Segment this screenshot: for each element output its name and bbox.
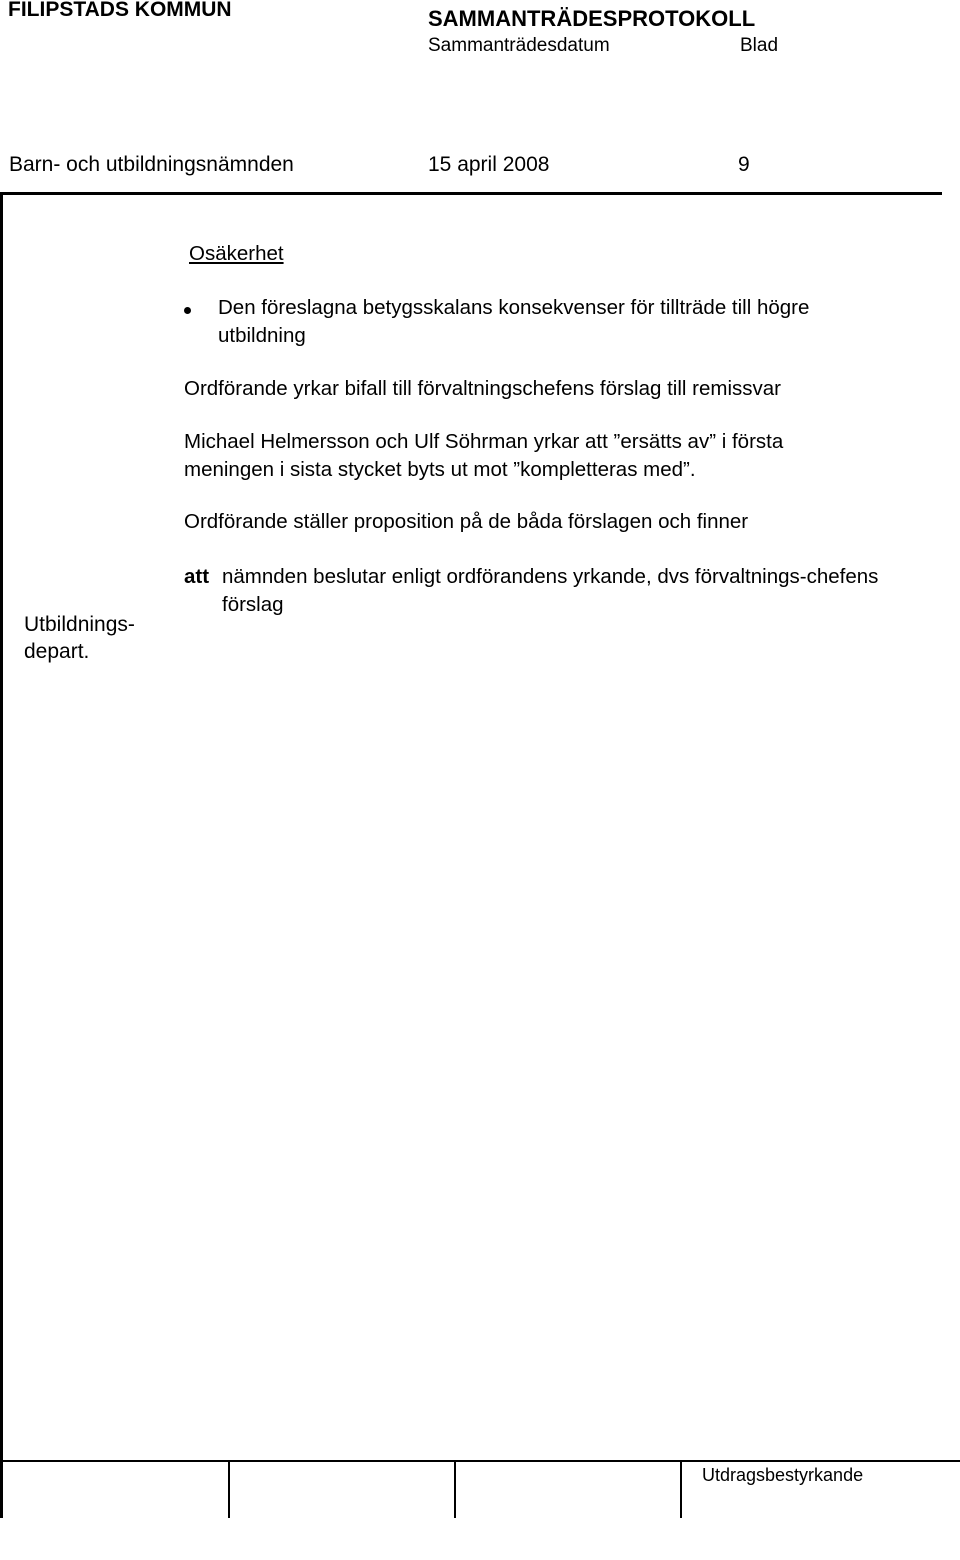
decision-keyword: att (184, 565, 210, 588)
section-heading: Osäkerhet (189, 242, 284, 265)
bullet-text: Den föreslagna betygsskalans konsekvenser för tillträde till högre utbildning (218, 296, 810, 347)
document-type: SAMMANTRÄDESPROTOKOLL (428, 6, 756, 31)
bullet-icon (184, 307, 191, 314)
footer-divider (0, 1462, 2, 1518)
paragraph-proposition: Ordförande ställer proposition på de båda förslagen och finner (184, 510, 749, 533)
top-rule (0, 192, 942, 195)
footer-divider (680, 1462, 682, 1518)
footer-rule (0, 1460, 960, 1462)
page-number: 9 (738, 153, 750, 176)
committee-name: Barn- och utbildningsnämnden (9, 153, 294, 176)
paragraph-chair-proposal: Ordförande yrkar bifall till förvaltningschefens förslag till remissvar (184, 377, 782, 400)
footer-divider (228, 1462, 230, 1518)
certification-label: Utdragsbestyrkande (702, 1465, 864, 1485)
paragraph-amendment: Michael Helmersson och Ulf Söhrman yrkar att ”ersätts av” i första meningen i sista stycket byts ut mot ”kompletteras med”. (184, 430, 784, 481)
decision-text: nämnden beslutar enligt ordförandens yrkande, dvs förvaltnings-chefens förslag (222, 565, 879, 616)
organization-name: FILIPSTADS KOMMUN (8, 0, 232, 21)
footer-divider (454, 1462, 456, 1518)
date-label: Sammanträdesdatum (428, 35, 610, 56)
page-label: Blad (740, 35, 779, 56)
left-border (0, 192, 3, 1518)
meeting-date: 15 april 2008 (428, 153, 550, 176)
recipient-label: Utbildnings-depart. (24, 613, 135, 663)
